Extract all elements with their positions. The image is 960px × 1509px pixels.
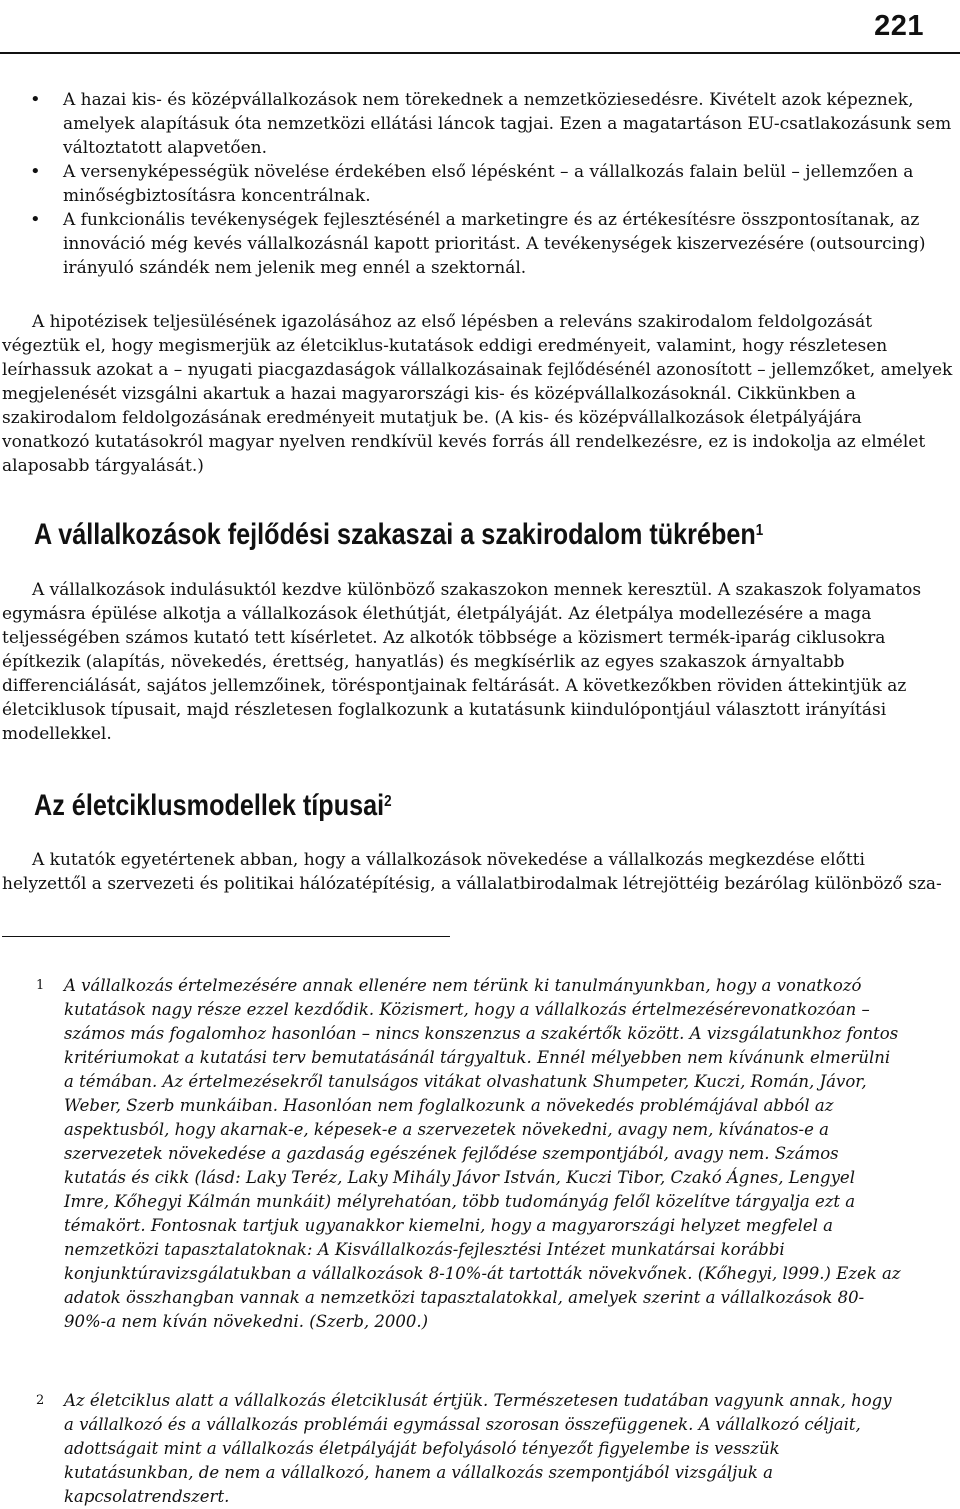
header-rule bbox=[0, 52, 960, 54]
body-paragraph: A vállalkozások indulásuktól kezdve különböző szakaszokon mennek keresztül. A szakaszok folyamatos egymásra épülése alkotja a vállalkozások élethútját, életpályáját. Az életpálya modellezésére a maga teljességében számos kutató tett kísérletet. Az alkotók többsége a közismert termék-iparág ciklusokra építkezik (alapítás, növekedés, érettség, hanyatlás) és megkísérlik az egyes szakaszok árnyaltabb differenciálását, sajátos jellemzőinek, töréspontjainak feltárását. A következőkben röviden áttekintjük az életciklusok típusait, majd részletesen foglalkozunk a kutatásunk kiindulópontjául választott irányítási modellekkel. bbox=[2, 580, 922, 744]
bullet-text: A hazai kis- és középvállalkozások nem törekednek a nemzetköziesedésre. Kivételt azok képeznek, amelyek alapításuk óta nemzetközi ellátási láncok tagjai. Ezen a magatartáson EU-csatlakozásunk sem változtatott alapvetően. bbox=[63, 90, 952, 158]
bullet-text: A funkcionális tevékenységek fejlesztésénél a marketingre és az értékesítésre összpontosítanak, az innováció még kevés vállalkozásnál kapott prioritást. A tevékenységek kiszervezésére (outsourcing) irányuló szándék nem jelenik meg ennél a szektornál. bbox=[63, 210, 926, 278]
bullet-item bbox=[30, 208, 954, 280]
bullet-icon: • bbox=[30, 89, 41, 110]
bullet-item bbox=[30, 88, 954, 160]
body-paragraph: A hipotézisek teljesülésének igazolásához az első lépésben a releváns szakirodalom feldolgozását végeztük el, hogy megismerjük az életciklus-kutatások eddigi eredményeit, valamint, hogy részletesen leírhassuk azokat a – nyugati piacgazdaságok vállalkozásainak fejlődésénél azonosított – jellemzőket, amelyek megjelenését vizsgálni akartuk a hazai magyarországi kis- és középvállalkozásoknál. Cikkünkben a szakirodalom feldolgozásának eredményeit mutatjuk be. (A kis- és középvállalkozások életpályájára vonatkozó kutatásokról magyar nyelven rendkívül kevés forrás áll rendelkezésre, ez is indokolja az elmélet alaposabb tárgyalását.) bbox=[2, 312, 953, 476]
bullet-icon: • bbox=[30, 161, 41, 182]
footnote-text: A vállalkozás értelmezésére annak ellenére nem térünk ki tanulmányunkban, hogy a vonatkozó kutatások nagy része ezzel kezdődik. Közismert, hogy a vállalkozás értelmezésérevonatkozóan – számos más fogalomhoz hasonlóan – nincs konszenzus a szakértők között. A vizsgálatunkhoz fontos kritériumokat a kutatási terv bemutatásánál tárgyaltuk. Ennél mélyebben nem kívánunk elmerülni a témában. Az értelmezésekről tanulságos vitákat olvashatunk Shumpeter, Kuczi, Román, Jávor, Weber, Szerb munkáiban. Hasonlóan nem foglalkozunk a növekedés problémájával abból az aspektusból, hogy akarnak-e, képesek-e a szervezetek növekedni, avagy nem, kívánatos-e a szervezetek növekedése a gazdaság egészének fejlődése szempontjából, avagy nem. Számos kutatás és cikk (lásd: Laky Teréz, Laky Mihály Jávor István, Kuczi Tibor, Czakó Ágnes, Lengyel Imre, Kőhegyi Kálmán munkáit) mélyrehatóan, több tudományág felől közelítve tárgyalja ezt a témakört. Fontosnak tartjuk ugyanakkor kiemelni, hogy a magyarországi helyzet megfelel a nemzetközi tapasztalatoknak: A Kisvállalkozás-fejlesztési Intézet munkatársai korábbi konjunktúravizsgálatukban a vállalkozások 8-10%-át tartották növekvőnek. (Kőhegyi, l999.) Ezek az adatok összhangban vannak a nemzetközi tapasztalatokkal, amelyek szerint a vállalkozások 80-90%-a nem kíván növekedni. (Szerb, 2000.) bbox=[64, 976, 901, 1331]
page-number: 221 bbox=[874, 10, 924, 42]
bullet-text: A versenyképességük növelése érdekében első lépésként – a vállalkozás falain belül – jellemzően a minőségbiztosításra koncentrálnak. bbox=[63, 162, 914, 206]
footnote-number: 2 bbox=[36, 1393, 45, 1408]
bullet-list bbox=[30, 88, 954, 280]
footnote bbox=[2, 974, 902, 1334]
footnote-text: Az életciklus alatt a vállalkozás életciklusát értjük. Természetesen tudatában vagyunk annak, hogy a vállalkozó és a vállalkozás problémái egymással szorosan összefüggenek. A vállalkozó céljait, adottságait mint a vállalkozás életpályáját befolyásoló tényezőt figyelembe is vesszük kutatásunkban, de nem a vállalkozó, hanem a vállalkozás szempontjából vizsgáljuk a kapcsolatrendszert. bbox=[64, 1391, 892, 1506]
body-paragraph: A kutatók egyetértenek abban, hogy a vállalkozások növekedése a vállalkozás megkezdése előtti helyzettől a szervezeti és politikai hálózatépítésig, a vállalatbirodalmak létrejöttéig bezárólag különböző sza- bbox=[2, 850, 942, 894]
section-heading bbox=[34, 788, 392, 824]
heading-text: A vállalkozások fejlődési szakaszai a szakirodalom tükrében bbox=[34, 518, 756, 551]
footnote-number: 1 bbox=[36, 978, 45, 993]
footnote-rule bbox=[2, 936, 450, 937]
bullet-icon: • bbox=[30, 209, 41, 230]
bullet-item bbox=[30, 160, 954, 208]
section-heading bbox=[34, 517, 763, 553]
footnote bbox=[2, 1389, 902, 1509]
footnote-ref[interactable]: 2 bbox=[384, 793, 392, 810]
footnote-ref[interactable]: 1 bbox=[755, 522, 764, 539]
heading-text: Az életciklusmodellek típusai bbox=[34, 789, 385, 822]
